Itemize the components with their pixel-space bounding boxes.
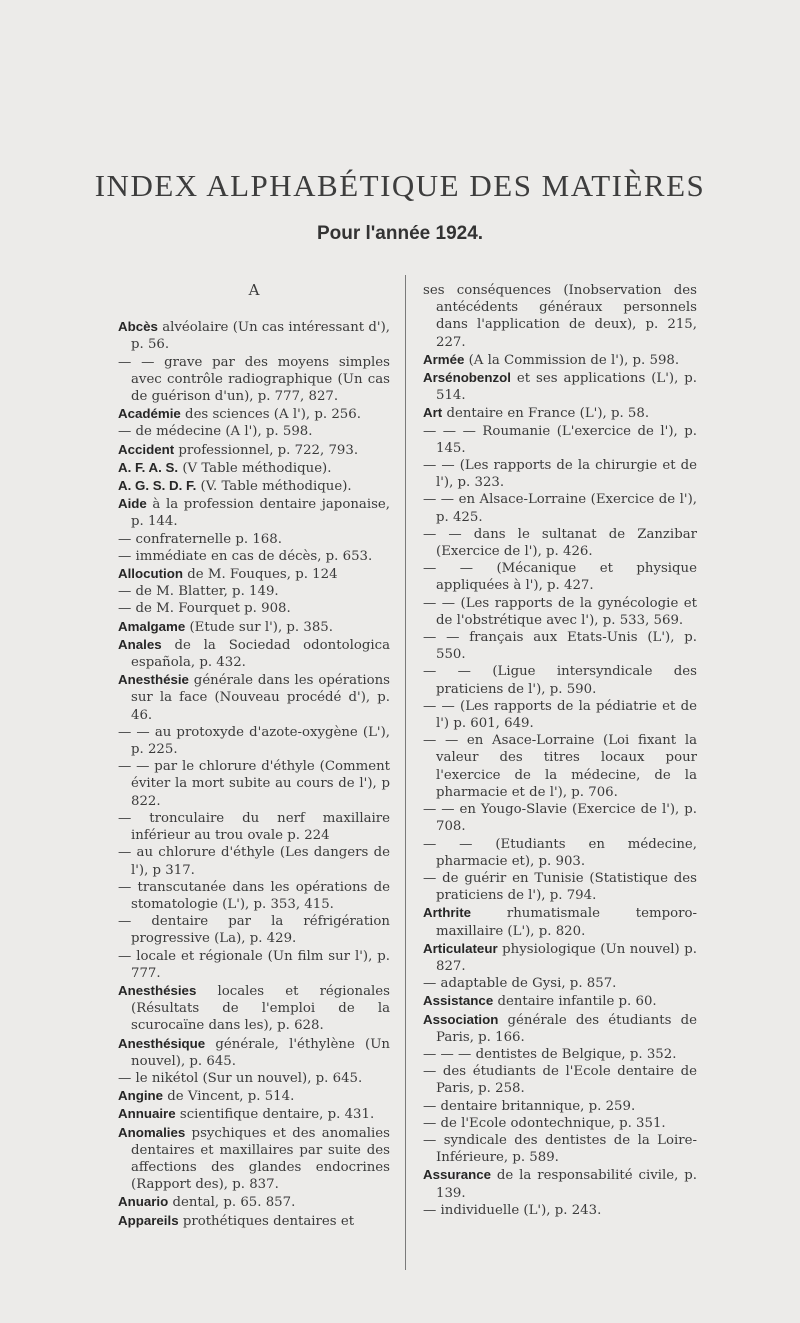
- index-entry: [118, 724, 390, 758]
- entry-heading: Armée: [423, 351, 465, 367]
- entry-text: — — français aux Etats-Unis (L'), p. 550.: [423, 630, 697, 663]
- entry-text: locales et régionales (Résultats de l'emploi de la scurocaïne dans les), p. 628.: [131, 983, 390, 1034]
- entry-heading: A. G. S. D. F.: [118, 478, 197, 494]
- index-entry: [118, 354, 390, 406]
- entry-text: psychiques et des anomalies dentaires et maxillaires par suite des affections des glandes endocrines (Rapport des), p. 837.: [131, 1125, 390, 1193]
- index-entry: [118, 1087, 390, 1105]
- index-entry: [118, 600, 390, 617]
- index-entry: [423, 423, 697, 457]
- entry-heading: Amalgame: [118, 618, 186, 634]
- entry-heading: Académie: [118, 406, 181, 422]
- index-entry: [118, 459, 390, 477]
- entry-text: — immédiate en cas de décès, p. 653.: [118, 548, 373, 564]
- index-entry: [423, 595, 697, 629]
- index-entry: [423, 526, 697, 560]
- index-entry: [118, 948, 390, 982]
- entry-heading: Allocution: [118, 566, 183, 582]
- index-entry: [118, 913, 390, 947]
- entry-heading: Association: [423, 1011, 499, 1027]
- index-entry: [118, 879, 390, 913]
- index-entry: [118, 982, 390, 1035]
- index-entry: [423, 491, 697, 525]
- entry-text: ses conséquences (Inobservation des antécédents généraux personnels dans l'application de deux), p. 215, 227.: [423, 283, 697, 350]
- column-divider: [405, 275, 406, 1270]
- index-entry: [423, 1115, 697, 1132]
- index-entry: [118, 844, 390, 878]
- index-entry: [423, 560, 697, 594]
- index-entry: [423, 663, 697, 697]
- entry-text: — — (Etudiants en médecine, pharmacie et), p. 903.: [423, 836, 697, 869]
- entry-text: (V Table méthodique).: [178, 460, 332, 476]
- entry-text: de M. Fouques, p. 124: [183, 567, 338, 583]
- entry-text: — — — dentistes de Belgique, p. 352.: [423, 1046, 677, 1062]
- index-entry: [423, 732, 697, 801]
- index-entry: [423, 1202, 697, 1219]
- entry-text: — tronculaire du nerf maxillaire inférieur au trou ovale p. 224: [118, 810, 390, 844]
- entry-text: alvéolaire (Un cas intéressant d'), p. 56.: [131, 320, 390, 353]
- entry-text: — — en Asace-Lorraine (Loi fixant la valeur des titres locaux pour l'exercice de la médecine, de la pharmacie et de l'), p. 706.: [423, 733, 697, 800]
- entry-text: — — (Ligue intersyndicale des praticiens de l'), p. 590.: [423, 664, 697, 697]
- entry-text: professionnel, p. 722, 793.: [174, 442, 359, 458]
- entry-text: — — (Les rapports de la pédiatrie et de l') p. 601, 649.: [423, 698, 697, 732]
- entry-text: des sciences (A l'), p. 256.: [180, 407, 361, 423]
- entry-text: — — en Yougo-Slavie (Exercice de l'), p. 708.: [423, 802, 697, 835]
- entry-text: — le nikétol (Sur un nouvel), p. 645.: [118, 1070, 363, 1086]
- index-entry: [118, 548, 390, 565]
- index-entry: [118, 583, 390, 600]
- index-entry: [423, 369, 697, 404]
- entry-text: physiologique (Un nouvel) p. 827.: [436, 941, 697, 974]
- index-entry: [423, 1132, 697, 1166]
- entry-text: — de M. Fourquet p. 908.: [118, 601, 291, 617]
- entry-text: — adaptable de Gysi, p. 857.: [423, 976, 617, 992]
- entry-text: — — en Alsace-Lorraine (Exercice de l'), p. 425.: [423, 492, 697, 525]
- index-entry: [118, 441, 390, 459]
- index-entry: [118, 531, 390, 548]
- index-entry: [423, 870, 697, 904]
- entry-text: à la profession dentaire japonaise, p. 144.: [131, 497, 390, 530]
- entry-text: — — au protoxyde d'azote-oxygène (L'), p. 225.: [118, 724, 390, 758]
- entry-text: — de médecine (A l'), p. 598.: [118, 424, 313, 440]
- entry-text: — — — Roumanie (L'exercice de l'), p. 145.: [423, 423, 697, 456]
- entry-text: — de guérir en Tunisie (Statistique des praticiens de l'), p. 794.: [423, 870, 697, 904]
- entry-heading: Assurance: [423, 1167, 491, 1183]
- entry-text: — locale et régionale (Un film sur l'), p. 777.: [118, 948, 390, 981]
- index-entry: [423, 404, 697, 422]
- index-entry: [423, 698, 697, 732]
- entry-heading: Angine: [118, 1088, 164, 1104]
- entry-text: — dentaire par la réfrigération progressive (La), p. 429.: [118, 914, 390, 947]
- entry-heading: Anomalies: [118, 1124, 186, 1140]
- index-entry: [423, 1063, 697, 1097]
- entry-text: de Vincent, p. 514.: [163, 1089, 295, 1105]
- entry-text: — — (Mécanique et physique appliquées à l'), p. 427.: [423, 561, 697, 594]
- left-column: [118, 282, 390, 1230]
- index-entry: [118, 810, 390, 844]
- entry-text: — dentaire britannique, p. 259.: [423, 1098, 636, 1114]
- index-entry: [118, 1035, 390, 1070]
- entry-text: dental, p. 65. 857.: [168, 1195, 296, 1211]
- entry-heading: A. F. A. S.: [118, 459, 179, 475]
- entry-text: de la Sociedad odontologica española, p. 432.: [131, 637, 390, 671]
- index-entry: [118, 1070, 390, 1087]
- entry-text: — de l'Ecole odontechnique, p. 351.: [423, 1115, 666, 1131]
- index-entry: [118, 423, 390, 440]
- entry-text: — syndicale des dentistes de la Loire-Inférieure, p. 589.: [423, 1132, 697, 1166]
- entry-text: générale dans les opérations sur la face (Nouveau procédé d'), p. 46.: [131, 673, 390, 723]
- entry-text: — de M. Blatter, p. 149.: [118, 584, 279, 600]
- entry-heading: Arthrite: [423, 905, 472, 921]
- entry-text: dentaire en France (L'), p. 58.: [442, 406, 650, 422]
- entry-heading: Arsénobenzol: [423, 370, 511, 386]
- index-entry: [423, 1098, 697, 1115]
- entry-heading: Anesthésique: [118, 1035, 206, 1051]
- entry-heading: Appareils: [118, 1212, 179, 1228]
- index-entry: [423, 836, 697, 870]
- index-entry: [118, 495, 390, 530]
- index-entry: [118, 1105, 390, 1123]
- entry-text: (V. Table méthodique).: [196, 479, 352, 495]
- entry-text: et ses applications (L'), p. 514.: [436, 371, 697, 404]
- index-entry: [118, 1193, 390, 1211]
- entry-text: — transcutanée dans les opérations de stomatologie (L'), p. 353, 415.: [118, 879, 390, 912]
- entry-heading: Accident: [118, 441, 175, 457]
- entry-text: rhumatismale temporo-maxillaire (L'), p. 820.: [436, 906, 697, 939]
- index-entry: [423, 975, 697, 992]
- entry-heading: Anuario: [118, 1194, 169, 1210]
- right-column: [423, 282, 697, 1219]
- index-entry: [423, 992, 697, 1010]
- index-entry: [118, 618, 390, 636]
- index-entry: [423, 1166, 697, 1201]
- page-title: INDEX ALPHABÉTIQUE DES MATIÈRES: [94, 168, 706, 203]
- page-subtitle: Pour l'année 1924.: [316, 223, 484, 244]
- entry-heading: Anesthésies: [118, 982, 197, 998]
- index-entry: [423, 801, 697, 835]
- entry-heading: Assistance: [423, 993, 494, 1009]
- entry-text: — des étudiants de l'Ecole dentaire de Paris, p. 258.: [423, 1064, 697, 1097]
- index-entry: [423, 457, 697, 491]
- index-entry: [118, 477, 390, 495]
- index-entry: [423, 282, 697, 351]
- entry-text: (Etude sur l'), p. 385.: [185, 619, 333, 635]
- entry-text: — confraternelle p. 168.: [118, 531, 282, 547]
- entry-text: — — (Les rapports de la gynécologie et de l'obstrétique avec l'), p. 533, 569.: [423, 595, 697, 628]
- entry-heading: Anesthésie: [118, 672, 189, 688]
- entry-text: — au chlorure d'éthyle (Les dangers de l'), p 317.: [118, 845, 390, 878]
- entry-text: scientifique dentaire, p. 431.: [175, 1107, 375, 1123]
- index-entry: [118, 565, 390, 583]
- index-entry: [423, 904, 697, 939]
- entry-text: de la responsabilité civile, p. 139.: [436, 1168, 697, 1201]
- index-entry: [118, 1124, 390, 1194]
- entry-text: — — dans le sultanat de Zanzibar (Exercice de l'), p. 426.: [423, 526, 697, 560]
- entry-text: générale des étudiants de Paris, p. 166.: [436, 1012, 697, 1045]
- entry-heading: Articulateur: [423, 940, 498, 956]
- entry-text: — — par le chlorure d'éthyle (Comment éviter la mort subite au cours de l'), p 822.: [118, 759, 390, 809]
- entry-heading: Abcès: [118, 319, 158, 335]
- entry-text: — — grave par des moyens simples avec contrôle radiographique (Un cas de guérison d'un), p. 777, 827.: [118, 354, 390, 405]
- index-entry: [423, 629, 697, 663]
- index-entry: [423, 1011, 697, 1046]
- index-entry: [423, 1046, 697, 1063]
- index-entry: [118, 671, 390, 724]
- entry-heading: Annuaire: [118, 1106, 176, 1122]
- index-entry: [118, 636, 390, 671]
- entry-heading: Art: [423, 405, 443, 421]
- index-entry: [118, 318, 390, 353]
- entry-text: dentaire infantile p. 60.: [493, 994, 657, 1010]
- index-entry: [423, 940, 697, 975]
- index-entry: [118, 405, 390, 423]
- index-entry: [118, 758, 390, 810]
- entry-text: prothétiques dentaires et: [178, 1213, 355, 1229]
- entry-text: (A la Commission de l'), p. 598.: [464, 352, 680, 368]
- entry-text: — — (Les rapports de la chirurgie et de l'), p. 323.: [423, 458, 697, 491]
- index-entry: [118, 1212, 390, 1230]
- index-entry: [423, 351, 697, 369]
- section-letter: A: [248, 281, 260, 299]
- entry-heading: Aide: [118, 496, 147, 512]
- entry-text: — individuelle (L'), p. 243.: [423, 1202, 602, 1218]
- entry-text: générale, l'éthylène (Un nouvel), p. 645.: [131, 1036, 390, 1069]
- entry-heading: Anales: [118, 636, 162, 652]
